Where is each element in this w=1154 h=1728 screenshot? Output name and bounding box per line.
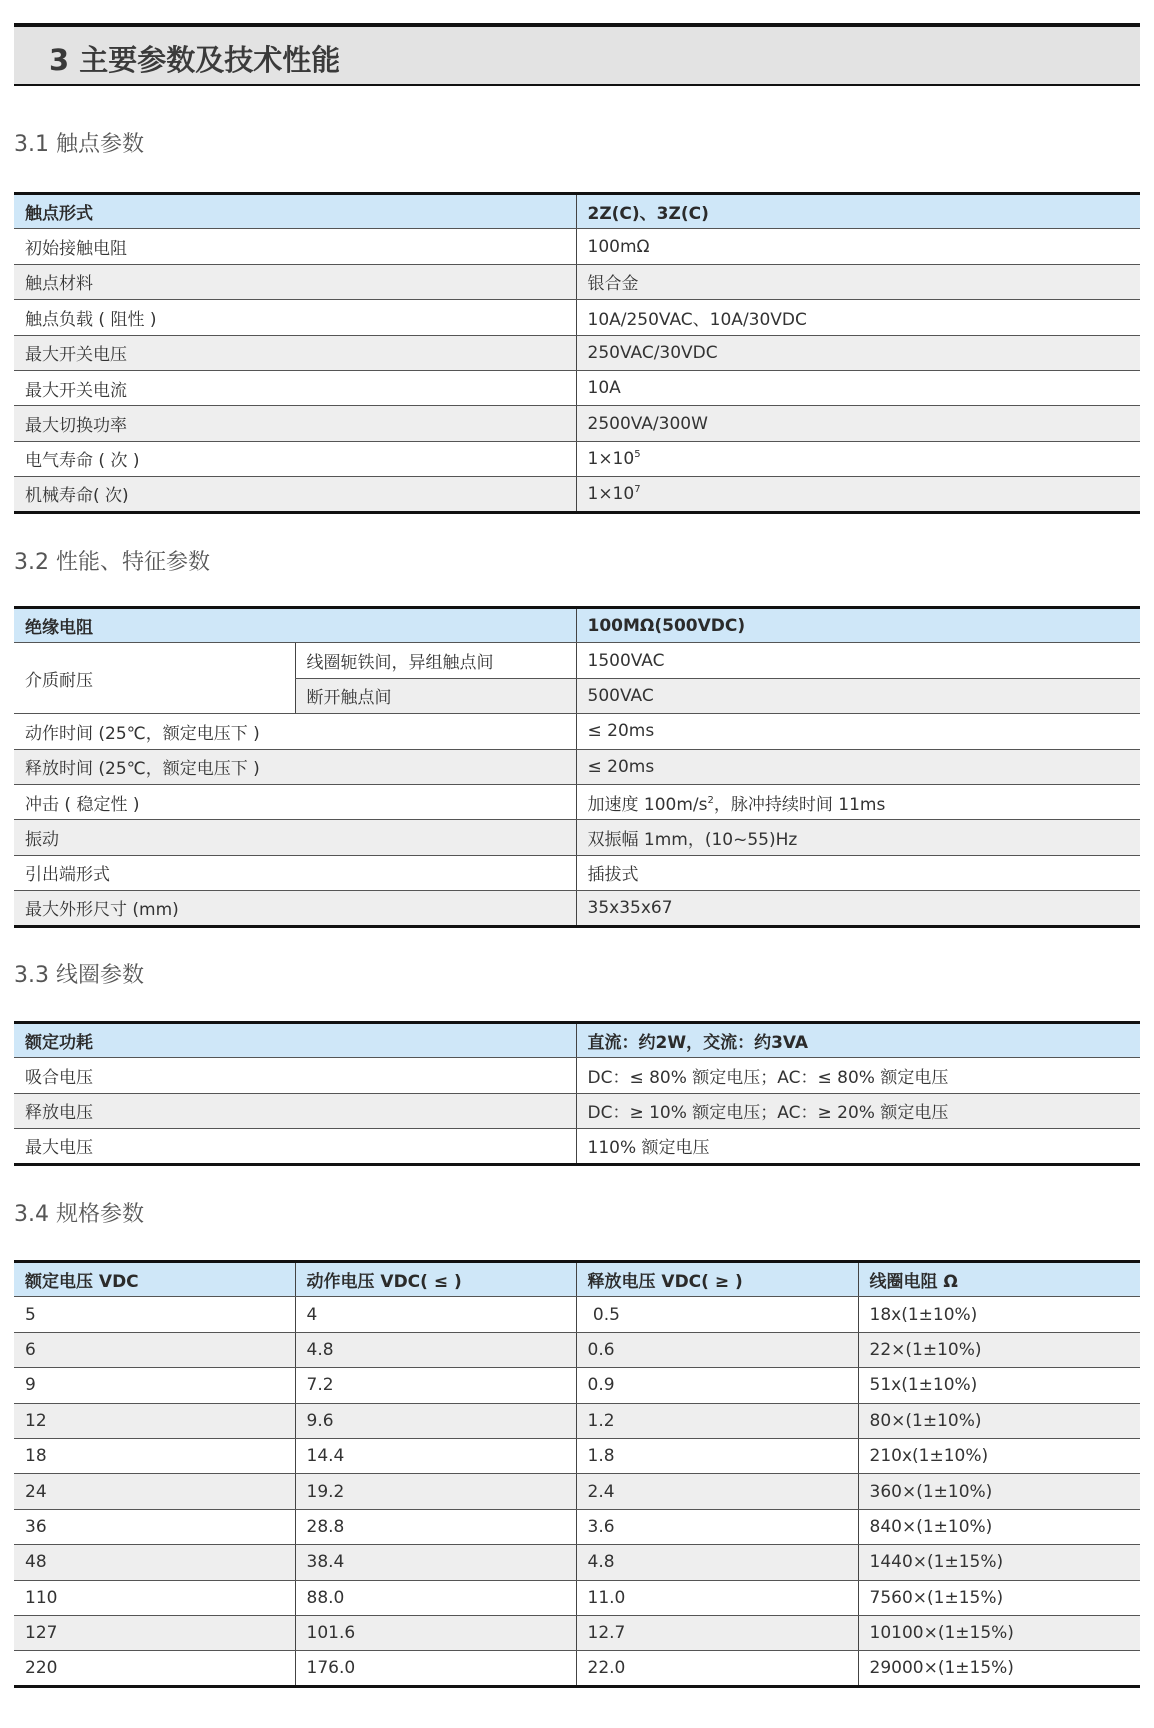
param-name: 最大外形尺寸 (mm)	[14, 891, 576, 926]
header-cell: 触点形式	[14, 194, 576, 229]
table-row	[14, 749, 1140, 784]
param-name: 吸合电压	[14, 1058, 576, 1093]
rated-voltage: 110	[14, 1580, 295, 1615]
table-row	[14, 1368, 1140, 1403]
param-name: 引出端形式	[14, 855, 576, 890]
param-name: 电气寿命 ( 次 )	[14, 441, 576, 476]
param-name: 振动	[14, 820, 576, 855]
table-row	[14, 1332, 1140, 1367]
table-row	[14, 891, 1140, 926]
table-header-row	[14, 608, 1140, 643]
coil-resistance: 1440×(1±15%)	[858, 1545, 1140, 1580]
operate-voltage: 101.6	[295, 1615, 576, 1650]
release-voltage: 22.0	[576, 1651, 858, 1686]
main-header	[14, 23, 1140, 86]
operate-voltage: 88.0	[295, 1580, 576, 1615]
param-value: 银合金	[576, 264, 1140, 299]
coil-resistance: 22×(1±10%)	[858, 1332, 1140, 1367]
param-value: 100mΩ	[576, 229, 1140, 264]
release-voltage: 0.9	[576, 1368, 858, 1403]
release-voltage: 0.5	[576, 1297, 858, 1332]
spec-table-body	[14, 1262, 1140, 1687]
operate-voltage: 28.8	[295, 1509, 576, 1544]
param-value: 500VAC	[576, 678, 1140, 713]
release-voltage: 12.7	[576, 1615, 858, 1650]
table-row	[14, 1580, 1140, 1615]
value-text: ，脉冲持续时间 11ms	[713, 794, 886, 815]
table-row	[14, 229, 1140, 264]
table-row	[14, 406, 1140, 441]
value-text: 加速度 100m/s	[587, 794, 708, 815]
table-row	[14, 1474, 1140, 1509]
table-row	[14, 1058, 1140, 1093]
table-row	[14, 264, 1140, 299]
param-name: 冲击 ( 稳定性 )	[14, 784, 576, 819]
release-voltage: 1.8	[576, 1438, 858, 1473]
param-value: 35x35x67	[576, 891, 1140, 926]
coil-resistance: 29000×(1±15%)	[858, 1651, 1140, 1686]
coil-resistance: 51x(1±10%)	[858, 1368, 1140, 1403]
release-voltage: 2.4	[576, 1474, 858, 1509]
param-value: 110% 额定电压	[576, 1129, 1140, 1164]
param-value: 10A	[576, 370, 1140, 405]
header-cell: 100MΩ(500VDC)	[576, 608, 1140, 643]
value-exponent: 7	[634, 483, 641, 495]
operate-voltage: 4.8	[295, 1332, 576, 1367]
param-name: 初始接触电阻	[14, 229, 576, 264]
table-row	[14, 1129, 1140, 1164]
section-title-coil: 3.3 线圈参数	[14, 963, 144, 988]
param-name: 最大开关电流	[14, 370, 576, 405]
rated-voltage: 5	[14, 1297, 295, 1332]
param-name: 触点负载 ( 阻性 )	[14, 300, 576, 335]
coil-resistance: 10100×(1±15%)	[858, 1615, 1140, 1650]
table-row	[14, 855, 1140, 890]
table-row	[14, 1297, 1140, 1332]
table-row	[14, 784, 1140, 819]
table-row	[14, 1615, 1140, 1650]
table-header-row	[14, 1023, 1140, 1058]
param-name: 释放时间 (25℃，额定电压下 )	[14, 749, 576, 784]
param-value: 10A/250VAC、10A/30VDC	[576, 300, 1140, 335]
param-name: 最大电压	[25, 1138, 93, 1159]
table-row	[14, 714, 1140, 749]
table-row	[14, 643, 1140, 678]
coil-resistance: 80×(1±10%)	[858, 1403, 1140, 1438]
rated-voltage: 6	[14, 1332, 295, 1367]
header-cell: 线圈电阻 Ω	[858, 1262, 1140, 1297]
rated-voltage: 48	[14, 1545, 295, 1580]
rated-voltage: 24	[14, 1474, 295, 1509]
header-cell: 绝缘电阻	[14, 608, 576, 643]
performance-table	[14, 606, 1140, 928]
param-value: 2500VA/300W	[576, 406, 1140, 441]
param-value: ≤ 20ms	[576, 714, 1140, 749]
contact-table	[14, 192, 1140, 514]
param-subname: 断开触点间	[295, 678, 576, 713]
table-row	[14, 300, 1140, 335]
param-name: 触点材料	[14, 264, 576, 299]
param-name: 介质耐压	[14, 643, 295, 714]
param-name: 释放电压	[14, 1093, 576, 1128]
rated-voltage: 127	[14, 1615, 295, 1650]
table-row	[14, 477, 1140, 512]
section-title-performance: 3.2 性能、特征参数	[14, 550, 210, 575]
param-name: 动作时间 (25℃，额定电压下 )	[14, 714, 576, 749]
release-voltage: 1.2	[576, 1403, 858, 1438]
rated-voltage: 9	[14, 1368, 295, 1403]
table-row	[14, 1545, 1140, 1580]
operate-voltage: 9.6	[295, 1403, 576, 1438]
contact-table-body	[14, 194, 1140, 513]
header-cell: 动作电压 VDC( ≤ )	[295, 1262, 576, 1297]
header-cell: 额定功耗	[14, 1023, 576, 1058]
table-header-row	[14, 1262, 1140, 1297]
release-voltage: 11.0	[576, 1580, 858, 1615]
coil-table	[14, 1021, 1140, 1166]
table-row	[14, 1651, 1140, 1686]
coil-resistance: 18x(1±10%)	[858, 1297, 1140, 1332]
table-row	[14, 1403, 1140, 1438]
table-header-row	[14, 194, 1140, 229]
rated-voltage: 18	[14, 1438, 295, 1473]
param-name: 最大切换功率	[14, 406, 576, 441]
release-voltage: 0.6	[576, 1332, 858, 1367]
param-value: DC：≥ 10% 额定电压；AC：≥ 20% 额定电压	[576, 1093, 1140, 1128]
table-row	[14, 335, 1140, 370]
rated-voltage: 220	[25, 1657, 58, 1678]
section-title-spec: 3.4 规格参数	[14, 1202, 144, 1227]
value-base: 1×10	[587, 448, 635, 469]
rated-voltage: 12	[14, 1403, 295, 1438]
table-row	[14, 441, 1140, 476]
table-row	[14, 820, 1140, 855]
coil-table-body	[14, 1023, 1140, 1165]
param-value: DC：≤ 80% 额定电压；AC：≤ 80% 额定电压	[576, 1058, 1140, 1093]
section-title-contact: 3.1 触点参数	[14, 132, 144, 157]
table-row	[14, 1093, 1140, 1128]
release-voltage: 4.8	[576, 1545, 858, 1580]
operate-voltage: 38.4	[295, 1545, 576, 1580]
rated-voltage: 36	[14, 1509, 295, 1544]
param-name: 最大开关电压	[14, 335, 576, 370]
param-value: 1500VAC	[576, 643, 1140, 678]
value-exponent: 2	[707, 794, 714, 806]
operate-voltage: 19.2	[295, 1474, 576, 1509]
header-cell: 直流：约2W，交流：约3VA	[576, 1023, 1140, 1058]
performance-table-body	[14, 608, 1140, 927]
value-base: 1×10	[587, 483, 635, 504]
param-subname: 线圈轭铁间，异组触点间	[295, 643, 576, 678]
param-value	[576, 477, 1140, 512]
page-title: 3 主要参数及技术性能	[49, 43, 341, 77]
param-name: 机械寿命( 次)	[14, 477, 576, 512]
operate-voltage: 176.0	[295, 1651, 576, 1686]
spec-table	[14, 1260, 1140, 1688]
coil-resistance: 840×(1±10%)	[858, 1509, 1140, 1544]
operate-voltage: 7.2	[295, 1368, 576, 1403]
table-row	[14, 370, 1140, 405]
coil-resistance: 7560×(1±15%)	[858, 1580, 1140, 1615]
param-value	[576, 441, 1140, 476]
table-row	[14, 1509, 1140, 1544]
coil-resistance: 360×(1±10%)	[858, 1474, 1140, 1509]
param-value: 插拔式	[576, 855, 1140, 890]
value-exponent: 5	[634, 448, 641, 460]
param-value: ≤ 20ms	[576, 749, 1140, 784]
release-voltage: 3.6	[576, 1509, 858, 1544]
operate-voltage: 4	[295, 1297, 576, 1332]
coil-resistance: 210x(1±10%)	[858, 1438, 1140, 1473]
header-cell: 2Z(C)、3Z(C)	[576, 194, 1140, 229]
table-row	[14, 1438, 1140, 1473]
header-cell: 释放电压 VDC( ≥ )	[576, 1262, 858, 1297]
header-cell: 额定电压 VDC	[14, 1262, 295, 1297]
operate-voltage: 14.4	[295, 1438, 576, 1473]
param-value: 双振幅 1mm，(10~55)Hz	[576, 820, 1140, 855]
param-value	[576, 784, 1140, 819]
param-value: 250VAC/30VDC	[576, 335, 1140, 370]
